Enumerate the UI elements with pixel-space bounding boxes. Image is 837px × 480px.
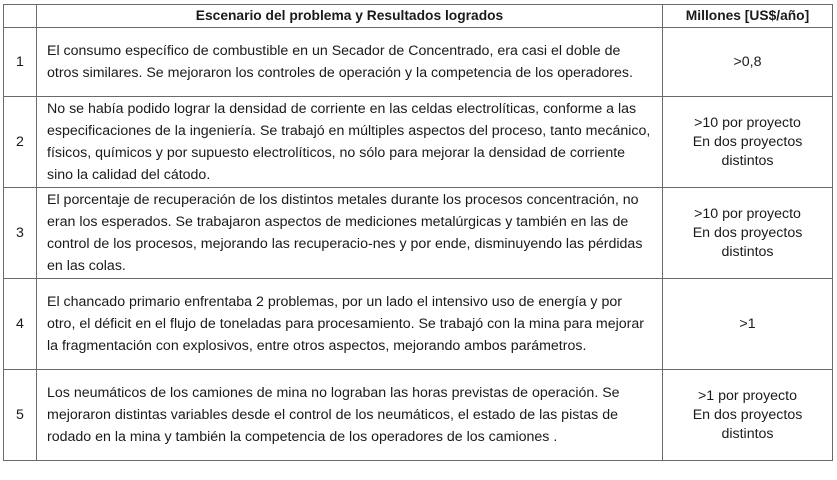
row-number: 1	[4, 28, 37, 97]
row-description: El consumo específico de combustible en un Secador de Concentrado, era casi el doble de otros similares. Se mejoraron los controles de operación y la competencia de los operadores.	[37, 28, 663, 97]
row-value-line: >10 por proyecto	[694, 205, 801, 222]
table-row	[4, 188, 833, 279]
header-value-cell: Millones [US$/año]	[663, 5, 833, 28]
table-row	[4, 97, 833, 188]
row-number: 3	[4, 188, 37, 279]
table-row	[4, 279, 833, 370]
row-number: 5	[4, 370, 37, 461]
row-description: No se había podido lograr la densidad de corriente en las celdas electrolíticas, conforme a las especificaciones de la ingeniería. Se trabajó en múltiples aspectos del proceso, tanto mecánico, físicos, químicos y por supuesto electrolíticos, no sólo para mejorar la densidad de corriente sino la calidad del cátodo.	[37, 97, 663, 188]
results-table	[3, 4, 833, 461]
row-description: Los neumáticos de los camiones de mina no lograban las horas previstas de operación. Se mejoraron distintas variables desde el control de los neumáticos, el estado de las pistas de rodado en la mina y también la competencia de los operadores de los camiones .	[37, 370, 663, 461]
row-value-line: distintos	[721, 243, 774, 260]
row-value	[663, 370, 833, 461]
row-description: El chancado primario enfrentaba 2 problemas, por un lado el intensivo uso de energía y por otro, el déficit en el flujo de toneladas para procesamiento. Se trabajó con la mina para mejorar la fragmentación con explosivos, entre otros aspectos, mejorando ambos parámetros.	[37, 279, 663, 370]
row-value-line: >1	[739, 315, 756, 332]
header-number-cell	[4, 5, 37, 28]
row-number: 2	[4, 97, 37, 188]
row-value	[663, 188, 833, 279]
row-number: 4	[4, 279, 37, 370]
row-value-line: En dos proyectos	[692, 133, 803, 150]
row-value-line: >0,8	[733, 53, 762, 70]
row-value-line: distintos	[721, 425, 774, 442]
table-row	[4, 28, 833, 97]
row-value-line: En dos proyectos	[692, 406, 803, 423]
row-value-line: distintos	[721, 152, 774, 169]
table-header-row	[4, 5, 833, 28]
row-value	[663, 97, 833, 188]
row-description: El porcentaje de recuperación de los distintos metales durante los procesos concentración, no eran los esperados. Se trabajaron aspectos de mediciones metalúrgicas y también en las de control de los procesos, mejorando las recuperacio-nes y por ende, disminuyendo las pérdidas en las colas.	[37, 188, 663, 279]
row-value	[663, 279, 833, 370]
row-value	[663, 28, 833, 97]
table-row	[4, 370, 833, 461]
row-value-line: >10 por proyecto	[694, 114, 801, 131]
row-value-line: >1 por proyecto	[698, 387, 797, 404]
row-value-line: En dos proyectos	[692, 224, 803, 241]
header-scenario-cell: Escenario del problema y Resultados logrados	[37, 5, 663, 28]
